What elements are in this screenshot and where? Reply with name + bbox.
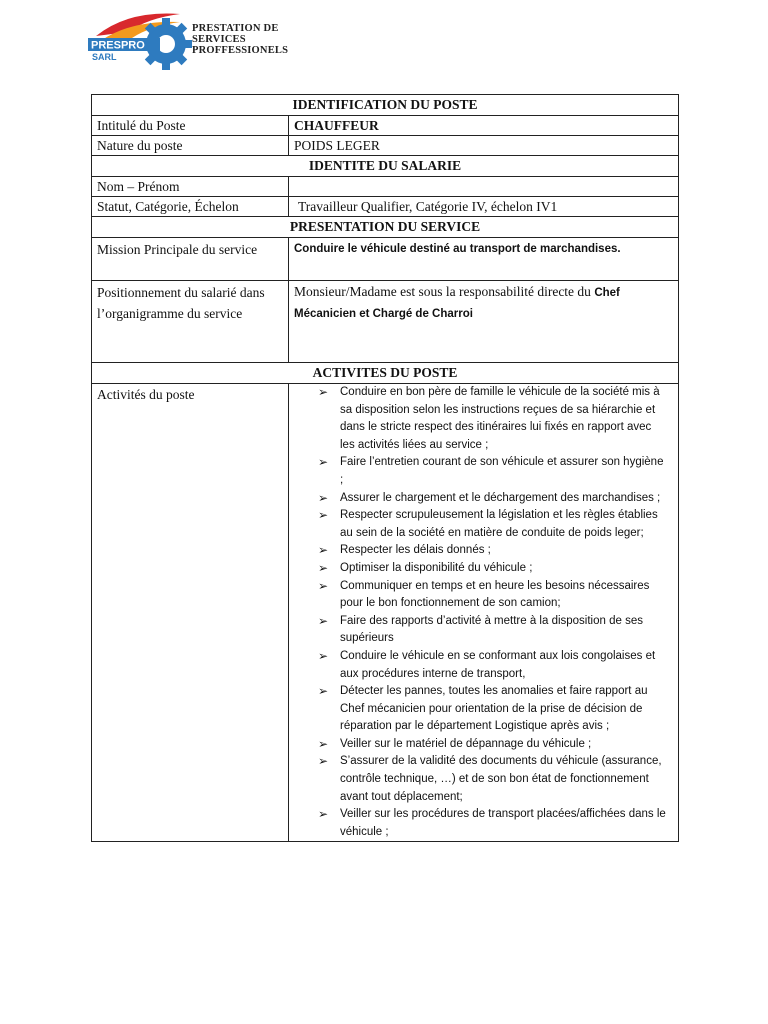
- activity-item: [318, 507, 668, 542]
- arrow-bullet-icon: ➢: [318, 754, 329, 769]
- activity-text: Optimiser la disponibilité du véhicule ;: [340, 561, 533, 574]
- activity-text: Communiquer en temps et en heure les besoins nécessaires pour le bon fonctionnement de son camion;: [340, 579, 650, 610]
- activity-item: [318, 613, 668, 648]
- activites-label: Activités du poste: [92, 384, 289, 842]
- activity-item: [318, 648, 668, 683]
- arrow-bullet-icon: ➢: [318, 560, 329, 575]
- activity-item: [318, 560, 668, 578]
- arrow-bullet-icon: ➢: [318, 543, 329, 558]
- position-value: [289, 281, 679, 363]
- arrow-bullet-icon: ➢: [318, 736, 329, 751]
- activity-item: [318, 542, 668, 560]
- gear-logo-icon: [88, 8, 192, 70]
- activity-text: Conduire en bon père de famille le véhicule de la société mis à sa disposition selon les instructions reçues de sa hiérarchie et dans le stricte respect des itinéraires lui fixés en rapport avec les activités liées au service ;: [340, 386, 660, 451]
- activity-text: Conduire le véhicule en se conformant aux lois congolaises et aux procédures interne de transport,: [340, 649, 656, 680]
- activity-item: [318, 490, 668, 508]
- position-value-plain: Monsieur/Madame est sous la responsabilité directe du: [294, 284, 591, 299]
- activity-text: Détecter les pannes, toutes les anomalies et faire rapport au Chef mécanicien pour orientation de la prise de décision de réparation par le département Logistique après avis ;: [340, 685, 648, 733]
- arrow-bullet-icon: ➢: [318, 490, 329, 505]
- arrow-bullet-icon: ➢: [318, 684, 329, 699]
- mission-value: Conduire le véhicule destiné au transport de marchandises.: [289, 238, 679, 281]
- activity-text: S’assurer de la validité des documents du véhicule (assurance, contrôle technique, …) et de son bon état de fonctionnement avant tout déplacement;: [340, 755, 662, 803]
- section-identite-title: IDENTITE DU SALARIE: [92, 156, 679, 177]
- section-presentation-title: PRESENTATION DU SERVICE: [92, 217, 679, 238]
- position-label: Positionnement du salarié dans l’organigramme du service: [92, 281, 289, 363]
- activity-text: Respecter scrupuleusement la législation et les règles établies au sein de la société en matière de conduite de poids leger;: [340, 509, 658, 539]
- intitule-label: Intitulé du Poste: [92, 116, 289, 136]
- activity-text: Veiller sur les procédures de transport placées/affichées dans le véhicule ;: [340, 808, 666, 838]
- arrow-bullet-icon: ➢: [318, 807, 329, 822]
- section-identification-title: IDENTIFICATION DU POSTE: [92, 95, 679, 116]
- company-line-1: PRESTATION DE: [192, 23, 279, 34]
- statut-value: Travailleur Qualifier, Catégorie IV, échelon IV1: [289, 197, 679, 217]
- company-line-2: SERVICES: [192, 34, 246, 45]
- activity-text: Respecter les délais donnés ;: [340, 544, 491, 557]
- company-line-3: PROFFESSIONELS: [192, 45, 289, 56]
- arrow-bullet-icon: ➢: [318, 648, 329, 663]
- activity-item: [318, 454, 668, 489]
- activity-item: [318, 806, 668, 841]
- activity-text: Faire des rapports d’activité à mettre à la disposition de ses supérieurs: [340, 614, 643, 645]
- company-name: [192, 23, 288, 56]
- arrow-bullet-icon: ➢: [318, 613, 329, 628]
- logo-name: PRESPRO: [91, 39, 145, 52]
- activity-item: [318, 683, 668, 736]
- nom-label: Nom – Prénom: [92, 177, 289, 197]
- arrow-bullet-icon: ➢: [318, 508, 329, 523]
- activity-item: [318, 736, 668, 754]
- logo-suffix: SARL: [92, 52, 117, 62]
- activity-text: Veiller sur le matériel de dépannage du véhicule ;: [340, 737, 592, 750]
- intitule-value: CHAUFFEUR: [289, 116, 679, 136]
- activity-item: [318, 753, 668, 806]
- activites-cell: [289, 384, 679, 842]
- nature-value: POIDS LEGER: [289, 136, 679, 156]
- activity-text: Faire l’entretien courant de son véhicule et assurer son hygiène ;: [340, 456, 664, 486]
- activity-text: Assurer le chargement et le déchargement des marchandises ;: [340, 491, 661, 504]
- arrow-bullet-icon: ➢: [318, 385, 329, 399]
- section-activites-title: ACTIVITES DU POSTE: [92, 363, 679, 384]
- arrow-bullet-icon: ➢: [318, 455, 329, 470]
- nature-label: Nature du poste: [92, 136, 289, 156]
- arrow-bullet-icon: ➢: [318, 578, 329, 593]
- position-value-bold: Chef Mécanicien et Chargé de Charroi: [294, 287, 620, 320]
- activity-item: [318, 578, 668, 613]
- activites-list: [294, 384, 668, 841]
- activity-item: [318, 384, 668, 454]
- nom-value: [289, 177, 679, 197]
- statut-label: Statut, Catégorie, Échelon: [92, 197, 289, 217]
- job-description-table: [91, 94, 679, 842]
- mission-label: Mission Principale du service: [92, 238, 289, 281]
